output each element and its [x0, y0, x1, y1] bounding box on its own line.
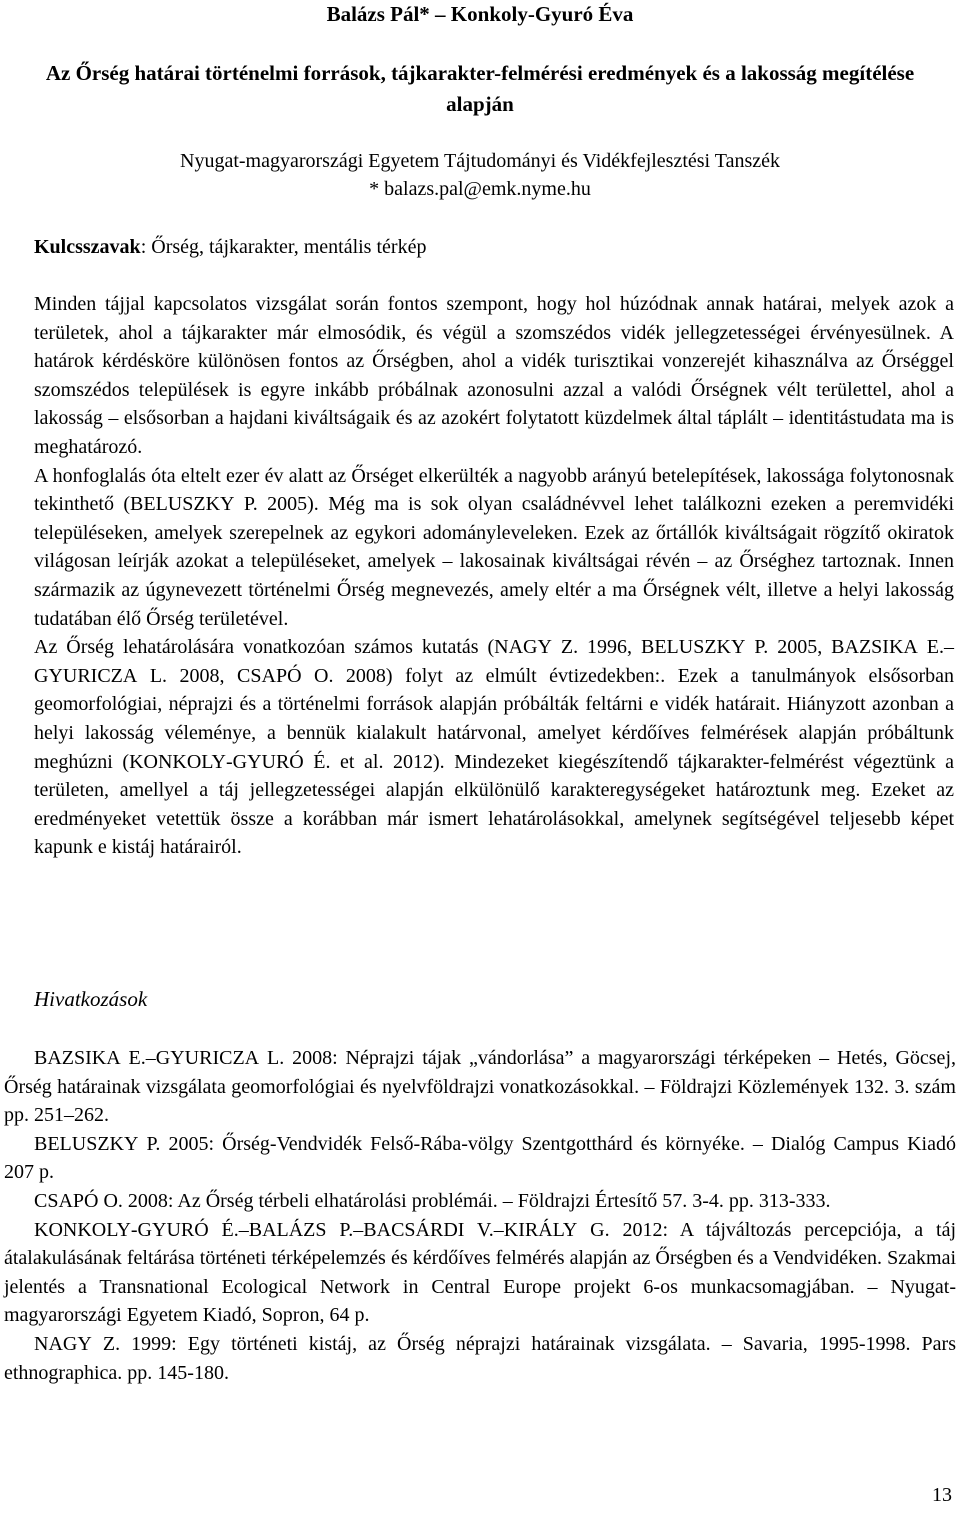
reference-text: V.–K	[464, 1218, 519, 1241]
reference-text: B	[34, 1047, 48, 1069]
reference-author-smallcaps: ONKOLY	[48, 1218, 131, 1241]
reference-text: L. 2008: Néprajzi tájak „vándorlása” a magyarországi térképeken – Hetés, Göcsej, Őrség határainak vizsgálata geomorfológiai és nyelvföldrajzi vonatkozásokkal. – Földrajzi Közlemények 132. 3. szám pp. 251–262.	[4, 1047, 956, 1127]
reference-author-smallcaps: ALÁZS	[262, 1218, 327, 1241]
references-heading: Hivatkozások	[34, 987, 148, 1011]
reference-item	[4, 1330, 956, 1387]
paragraph-2-text-a: A honfoglalás óta eltelt ezer év alatt az Őrséget elkerülték a nagyobb arányú betelepítések, lakossága folytonosnak tekinthető (B	[34, 464, 954, 516]
paragraph-2	[34, 462, 954, 634]
p3-m: -G	[225, 750, 248, 773]
p3-k: O. 2008) folyt az elmúlt évtizedekben:. Ezek a tanulmányok elsősorban geomorfológiai, néprajzi és a történelmi források alapján próbálták feltárni e vidék határait. Hiányzott azonban a helyi lakosság véleménye, a bennük kialakult határvonal, amelyet kérdőíves felmérések alapján próbáltunk meghúzni (K	[34, 664, 954, 773]
reference-text: N	[34, 1332, 49, 1355]
reference-text: K	[34, 1218, 49, 1241]
p3-h: YURICZA	[48, 664, 138, 687]
p3-o: É. et al. 2012). Mindezeket kiegészítendő tájkarakter-felmérést végeztünk a területen, amellyel a táj jellegzetességei alapján elkülönülő karakteregységeket határoztunk meg. Ezeket az eredményeket vetettük össze a korábban már ismert lehatárolásokkal, amelynek segítségével teljesebb képet kapunk e kistáj határairól.	[34, 750, 954, 859]
keywords-text: : Őrség, tájkarakter, mentális térkép	[140, 236, 427, 258]
email: * balazs.pal@emk.nyme.hu	[369, 178, 591, 200]
paper-title: Az Őrség határai történelmi források, tájkarakter-felmérési eredmények és a lakosság megítélése alapján	[45, 61, 915, 116]
p3-i: L. 2008, C	[137, 664, 251, 687]
reference-author-smallcaps: SAPÓ	[47, 1189, 99, 1212]
reference-author-smallcaps: AZSIKA	[47, 1047, 121, 1069]
references-list	[4, 1044, 956, 1387]
reference-text: -G	[130, 1218, 152, 1241]
keywords-label: Kulcsszavak	[34, 236, 141, 258]
reference-author-smallcaps: IRÁLY	[518, 1218, 578, 1241]
affiliation-block	[0, 147, 960, 203]
p3-j: SAPÓ	[250, 664, 302, 687]
keywords	[34, 236, 426, 259]
reference-item	[4, 1044, 956, 1130]
p3-g: E.–G	[34, 636, 955, 687]
reference-author-smallcaps: ELUSZKY	[47, 1132, 139, 1155]
p3-d: ELUSZKY	[654, 636, 746, 659]
reference-author-smallcaps: YURICZA	[170, 1047, 260, 1069]
reference-author-smallcaps: ACSÁRDI	[376, 1218, 465, 1241]
reference-item	[4, 1187, 956, 1216]
reference-text: É.–B	[208, 1218, 263, 1241]
reference-text: P. 2005: Őrség-Vendvidék Felső-Rába-völgy Szentgotthárd és környéke. – Dialóg Campus Kiadó 207 p.	[4, 1132, 956, 1184]
authors: Balázs Pál* – Konkoly-Gyuró Éva	[326, 2, 634, 26]
reference-text: O. 2008: Az Őrség térbeli elhatárolási problémái. – Földrajzi Értesítő 57. 3-4. pp. 313-333.	[98, 1189, 831, 1212]
reference-text: C	[34, 1189, 48, 1212]
p3-e: P. 2005, B	[745, 636, 845, 659]
p3-b: AGY	[508, 636, 552, 659]
reference-author-smallcaps: AGY	[48, 1332, 92, 1355]
reference-text: E.–G	[120, 1047, 171, 1069]
paragraph-1: Minden tájjal kapcsolatos vizsgálat során fontos szempont, hogy hol húzódnak annak határai, melyek azok a területek, ahol a tájkarakter már elmosódik, és végül a szomszédos vidék jellegzetességei érvényesülnek. A határok kérdésköre különösen fontos az Őrségben, ahol a vidék turisztikai vonzerejét kihasználva az Őrséggel szomszédos települések is egyre inkább próbálnak azonosulni azzal a valódi Őrségnek vélt területtel, ahol a lakosság – elsősorban a hajdani kiváltságaik és az azokért folytatott küzdelmek által táplált – identitástudata ma is meghatározó.	[34, 293, 954, 458]
page-number: 13	[932, 1484, 952, 1506]
paragraph-2-text-b: P. 2005). Még ma is sok olyan családnévvel lehet találkozni ezeken a peremvidéki településeken, amelyek szerepelnek az egykori adományleveleken. Ezek az őrtállók kiváltságait rögzítő okiratok világosan leírják azokat a településeket, amelyek – lakosainak kiváltságai révén – az Őrséghez tartoznak. Innen származik az úgynevezett történelmi Őrség megnevezés, amely eltér a ma Őrségnek vélt, illetve a helyi lakosság tudatában élő Őrség területével.	[34, 493, 955, 630]
p3-c: Z. 1996, B	[551, 636, 655, 659]
p3-l: ONKOLY	[143, 750, 226, 773]
body-text	[34, 290, 954, 862]
p3-a: Az Őrség lehatárolására vonatkozóan számos kutatás (N	[34, 636, 509, 659]
reference-item	[4, 1130, 956, 1187]
p3-n: YURÓ	[247, 750, 304, 773]
reference-text: Z. 1999: Egy történeti kistáj, az Őrség néprajzi határainak vizsgálata. – Savaria, 1995-1998. Pars ethnographica. pp. 145-180.	[4, 1332, 956, 1384]
reference-author-smallcaps: YURÓ	[152, 1218, 209, 1241]
paragraph-2-smallcaps: ELUSZKY	[143, 493, 235, 516]
p3-f: AZSIKA	[844, 636, 918, 659]
affiliation: Nyugat-magyarországi Egyetem Tájtudományi és Vidékfejlesztési Tanszék	[180, 150, 780, 172]
reference-text: P.–B	[326, 1218, 377, 1241]
paragraph-3	[34, 633, 954, 862]
reference-item	[4, 1216, 956, 1330]
reference-text: G. 2012: A tájváltozás percepciója, a táj átalakulásának feltárása történeti térképelemzés és kérdőíves felmérés alapján az Őrségben és a Vendvidéken. Szakmai jelentés a Transnational Ecological Network in Central Europe projekt 6-os munkacsomagjában. – Nyugat-magyarországi Egyetem Kiadó, Sopron, 64 p.	[4, 1218, 957, 1327]
reference-text: B	[34, 1132, 48, 1155]
